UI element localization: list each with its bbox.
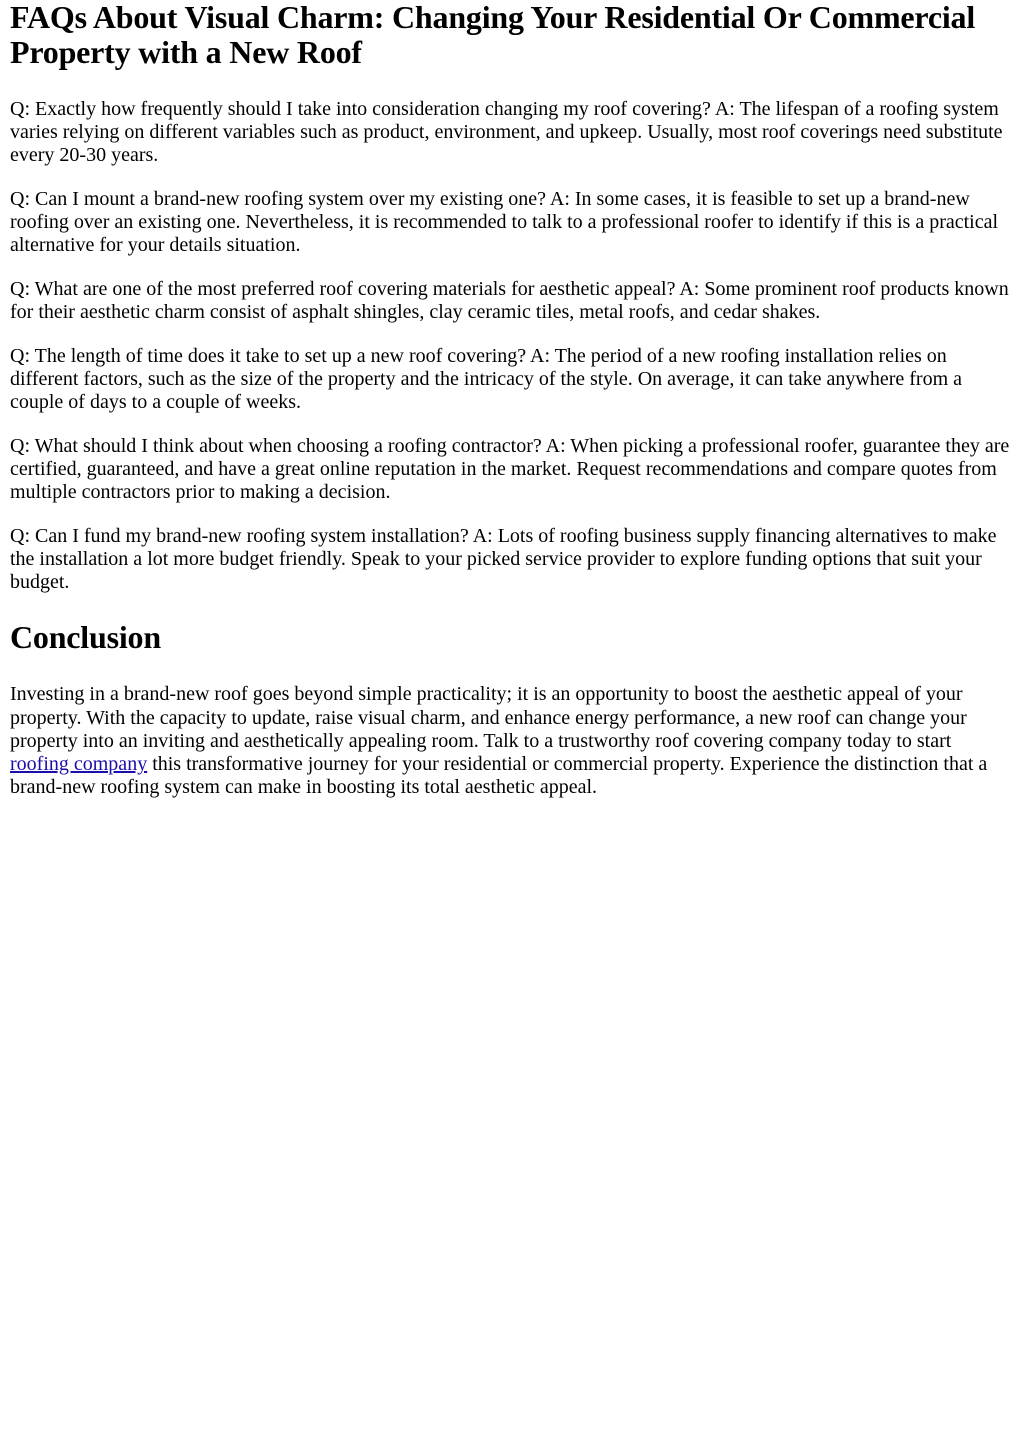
conclusion-text-before-link: Investing in a brand-new roof goes beyond simple practicality; it is an opportunity to boost the aesthetic appeal of your property. With the capacity to update, raise visual charm, and enhance energy performance, a new roof can change your property into an inviting and aesthetically appealing room. Talk to a trustworthy roof covering company today to start — [10, 683, 967, 752]
faq-item: Q: What should I think about when choosing a roofing contractor? A: When picking a professional roofer, guarantee they are certified, guaranteed, and have a great online reputation in the market. Request recommendations and compare quotes from multiple contractors prior to making a decision. — [10, 434, 1010, 504]
page-title: FAQs About Visual Charm: Changing Your Residential Or Commercial Property with a New Roof — [10, 0, 976, 70]
roofing-company-link[interactable]: roofing company — [10, 753, 148, 776]
faq-item: Q: Can I fund my brand-new roofing system installation? A: Lots of roofing business supply financing alternatives to make the installation a lot more budget friendly. Speak to your picked service provider to explore funding options that suit your budget. — [10, 524, 997, 594]
conclusion-paragraph — [10, 683, 1014, 799]
conclusion-heading: Conclusion — [10, 619, 161, 656]
faq-item: Q: The length of time does it take to set up a new roof covering? A: The period of a new roofing installation relies on different factors, such as the size of the property and the intricacy of the style. On average, it can take anywhere from a couple of days to a couple of weeks. — [10, 344, 963, 414]
faq-item: Q: Can I mount a brand-new roofing system over my existing one? A: In some cases, it is feasible to set up a brand-new roofing over an existing one. Nevertheless, it is recommended to talk to a professional roofer to identify if this is a practical alternative for your details situation. — [10, 188, 999, 257]
faq-item: Q: What are one of the most preferred roof covering materials for aesthetic appeal? A: Some prominent roof products known for their aesthetic charm consist of asphalt shingles, clay ceramic tiles, metal roofs, and cedar shakes. — [10, 278, 1009, 324]
conclusion-text-after-link: this transformative journey for your residential or commercial property. Experience the distinction that a brand-new roofing system can make in boosting its total aesthetic appeal. — [10, 753, 988, 799]
conclusion-section — [10, 619, 1014, 799]
faq-item: Q: Exactly how frequently should I take into consideration changing my roof covering? A: The lifespan of a roofing system varies relying on different variables such as product, environment, and upkeep. Usually, most roof coverings need substitute every 20-30 years. — [10, 98, 1003, 167]
faq-list — [10, 98, 1014, 594]
